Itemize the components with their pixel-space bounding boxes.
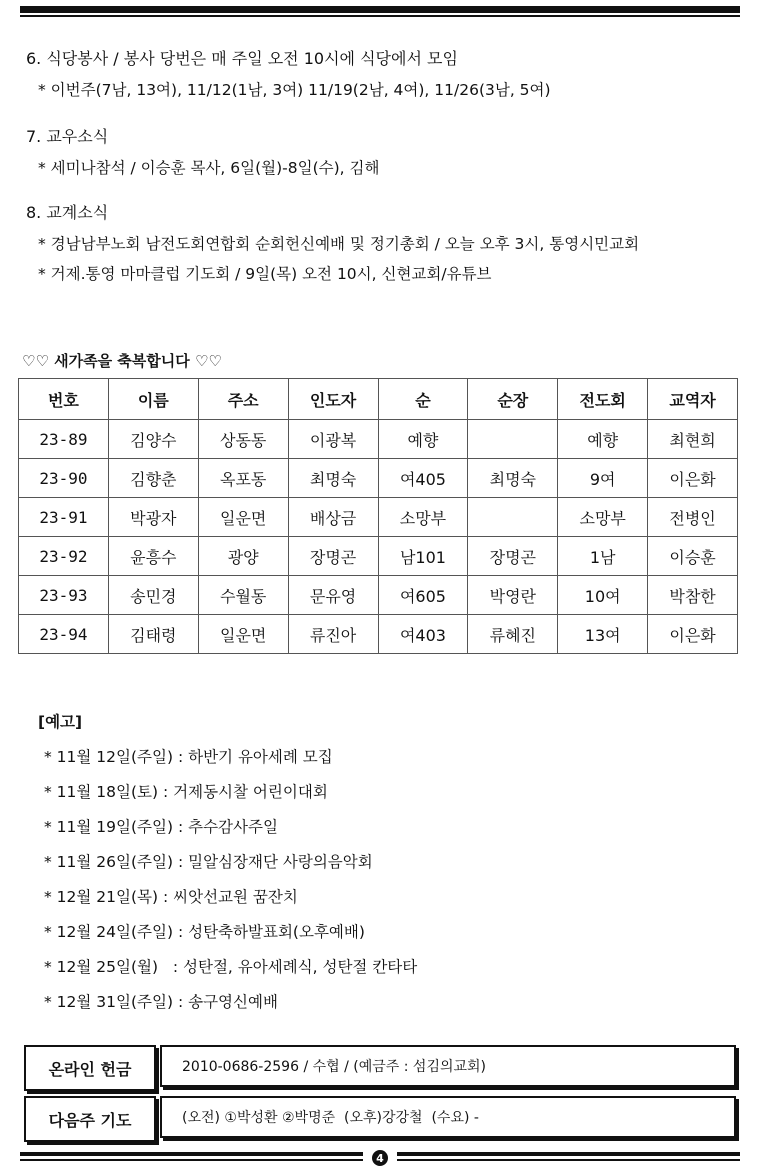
- cell-number: 23-93: [19, 576, 109, 615]
- table-row: [19, 537, 738, 576]
- cell-address: 수월동: [198, 576, 288, 615]
- cell-group-leader: [468, 498, 558, 537]
- notice-item: * 12월 31일(주일) : 송구영신예배: [44, 993, 278, 1011]
- table-header-row: [19, 379, 738, 420]
- cell-group: 예향: [378, 420, 468, 459]
- section-6-line-1: * 이번주(7남, 13여), 11/12(1남, 3여) 11/19(2남, 4여), 11/26(3남, 5여): [38, 81, 551, 99]
- header-guide: 인도자: [288, 379, 378, 420]
- cell-group: 남101: [378, 537, 468, 576]
- page-number: 4: [372, 1150, 388, 1166]
- header-minister: 교역자: [648, 379, 738, 420]
- online-offering-label: 온라인 헌금: [24, 1045, 156, 1091]
- table-row: [19, 459, 738, 498]
- cell-guide: 배상금: [288, 498, 378, 537]
- cell-number: 23-94: [19, 615, 109, 654]
- cell-number: 23-90: [19, 459, 109, 498]
- cell-address: 옥포동: [198, 459, 288, 498]
- header-group: 순: [378, 379, 468, 420]
- cell-minister: 이승훈: [648, 537, 738, 576]
- section-8-line-1: * 경남남부노회 남전도회연합회 순회헌신예배 및 정기총회 / 오늘 오후 3시, 통영시민교회: [38, 235, 640, 253]
- cell-group: 여405: [378, 459, 468, 498]
- notice-item: * 11월 26일(주일) : 밀알심장재단 사랑의음악회: [44, 853, 373, 871]
- cell-address: 광양: [198, 537, 288, 576]
- cell-name: 김양수: [108, 420, 198, 459]
- next-prayer-value: (오전) ①박성환 ②박명준 (오후)강강철 (수요) -: [160, 1096, 736, 1138]
- section-8-title: 8. 교계소식: [26, 203, 109, 222]
- notice-item: * 11월 19일(주일) : 추수감사주일: [44, 818, 278, 836]
- cell-guide: 이광복: [288, 420, 378, 459]
- cell-mission-society: 예향: [558, 420, 648, 459]
- section-6-title: 6. 식당봉사 / 봉사 당번은 매 주일 오전 10시에 식당에서 모임: [26, 49, 458, 68]
- cell-name: 박광자: [108, 498, 198, 537]
- cell-address: 일운면: [198, 615, 288, 654]
- cell-number: 23-92: [19, 537, 109, 576]
- new-family-title: ♡♡ 새가족을 축복합니다 ♡♡: [22, 352, 222, 370]
- cell-guide: 류진아: [288, 615, 378, 654]
- cell-guide: 장명곤: [288, 537, 378, 576]
- header-group-leader: 순장: [468, 379, 558, 420]
- cell-group: 여605: [378, 576, 468, 615]
- cell-name: 김태령: [108, 615, 198, 654]
- top-border-thin: [20, 15, 740, 17]
- top-border: [20, 6, 740, 18]
- cell-address: 상동동: [198, 420, 288, 459]
- notice-item: * 12월 24일(주일) : 성탄축하발표회(오후예배): [44, 923, 365, 941]
- top-border-thick: [20, 6, 740, 13]
- cell-minister: 전병인: [648, 498, 738, 537]
- online-offering-value: 2010-0686-2596 / 수협 / (예금주 : 섬김의교회): [160, 1045, 736, 1087]
- next-prayer-label: 다음주 기도: [24, 1096, 156, 1142]
- cell-mission-society: 소망부: [558, 498, 648, 537]
- cell-minister: 박참한: [648, 576, 738, 615]
- footer-line: [20, 1159, 363, 1161]
- notice-item: * 12월 25일(월) : 성탄절, 유아세례식, 성탄절 칸타타: [44, 958, 418, 976]
- cell-group: 여403: [378, 615, 468, 654]
- notice-title: [예고]: [38, 713, 83, 731]
- cell-group-leader: [468, 420, 558, 459]
- cell-name: 윤흥수: [108, 537, 198, 576]
- cell-mission-society: 1남: [558, 537, 648, 576]
- cell-guide: 문유영: [288, 576, 378, 615]
- cell-number: 23-89: [19, 420, 109, 459]
- cell-mission-society: 9여: [558, 459, 648, 498]
- cell-number: 23-91: [19, 498, 109, 537]
- footer-line: [20, 1152, 363, 1156]
- new-family-table: [18, 378, 738, 654]
- notice-item: * 11월 12일(주일) : 하반기 유아세례 모집: [44, 748, 333, 766]
- table-row: [19, 498, 738, 537]
- footer-line: [397, 1152, 740, 1156]
- cell-group-leader: 박영란: [468, 576, 558, 615]
- cell-guide: 최명숙: [288, 459, 378, 498]
- table-row: [19, 576, 738, 615]
- section-7-line-1: * 세미나참석 / 이승훈 목사, 6일(월)-8일(수), 김해: [38, 159, 380, 177]
- header-name: 이름: [108, 379, 198, 420]
- section-7-title: 7. 교우소식: [26, 127, 109, 146]
- cell-group: 소망부: [378, 498, 468, 537]
- table-row: [19, 420, 738, 459]
- cell-minister: 이은화: [648, 615, 738, 654]
- cell-group-leader: 최명숙: [468, 459, 558, 498]
- cell-group-leader: 장명곤: [468, 537, 558, 576]
- cell-name: 김향춘: [108, 459, 198, 498]
- header-address: 주소: [198, 379, 288, 420]
- section-8-line-2: * 거제.통영 마마클럽 기도회 / 9일(목) 오전 10시, 신현교회/유튜브: [38, 265, 492, 283]
- header-mission-society: 전도회: [558, 379, 648, 420]
- cell-group-leader: 류혜진: [468, 615, 558, 654]
- footer-border: [20, 1150, 740, 1164]
- header-number: 번호: [19, 379, 109, 420]
- cell-address: 일운면: [198, 498, 288, 537]
- cell-minister: 이은화: [648, 459, 738, 498]
- cell-mission-society: 13여: [558, 615, 648, 654]
- footer-line: [397, 1159, 740, 1161]
- notice-item: * 12월 21일(목) : 씨앗선교원 꿈잔치: [44, 888, 298, 906]
- notice-item: * 11월 18일(토) : 거제동시찰 어린이대회: [44, 783, 328, 801]
- cell-minister: 최현희: [648, 420, 738, 459]
- table-row: [19, 615, 738, 654]
- cell-mission-society: 10여: [558, 576, 648, 615]
- cell-name: 송민경: [108, 576, 198, 615]
